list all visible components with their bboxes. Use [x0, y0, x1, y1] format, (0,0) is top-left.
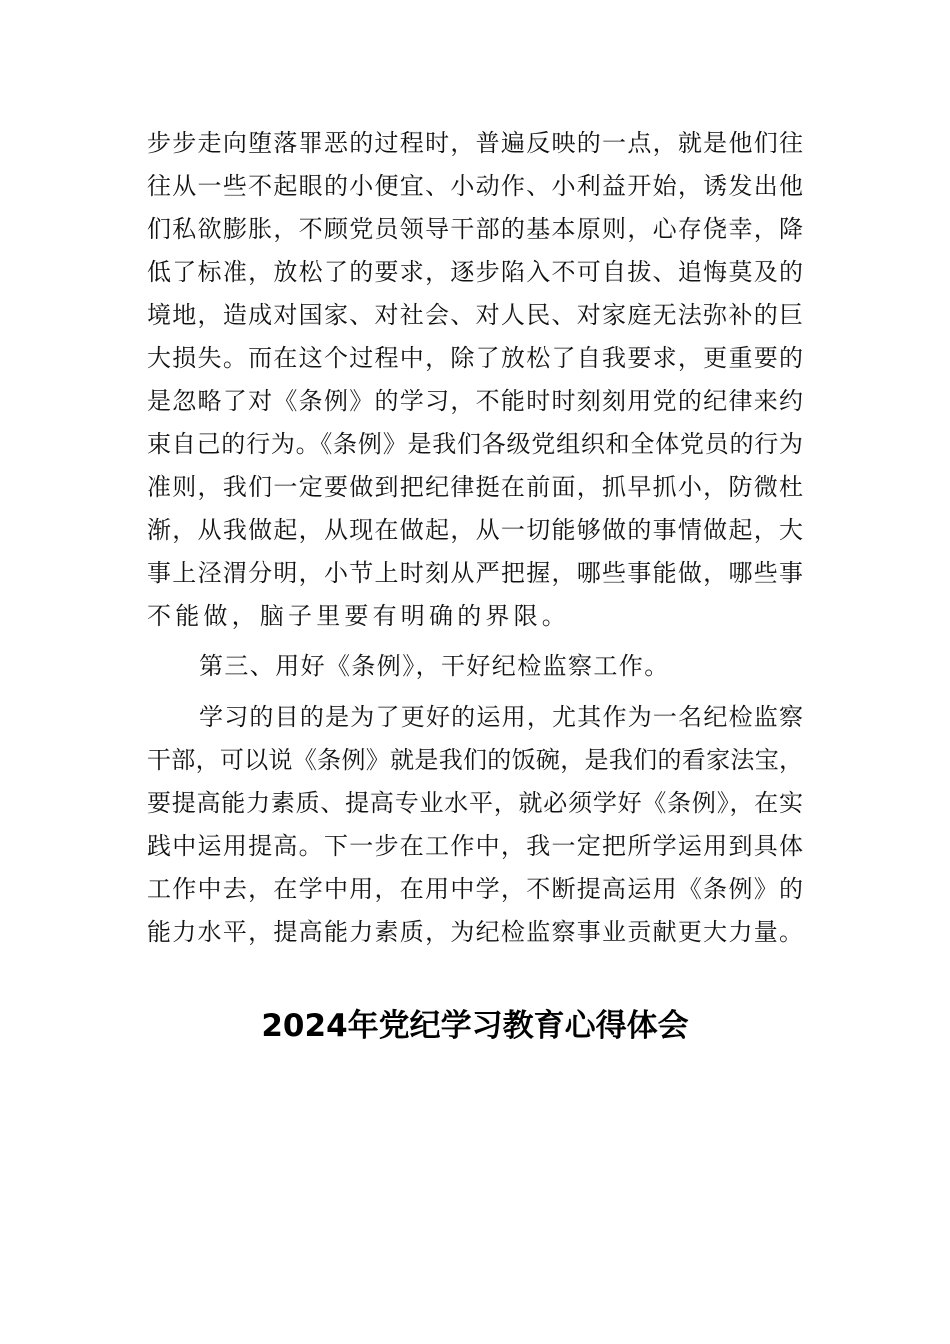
- text-line: 事上泾渭分明，小节上时刻从严把握，哪些事能做，哪些事: [147, 559, 803, 587]
- text-line: 境地，造成对国家、对社会、对人民、对家庭无法弥补的巨: [147, 301, 803, 329]
- text-line: 践中运用提高。下一步在工作中，我一定把所学运用到具体: [147, 832, 803, 860]
- text-line: 是忽略了对《条例》的学习，不能时时刻刻用党的纪律来约: [147, 387, 803, 415]
- text-line: 往从一些不起眼的小便宜、小动作、小利益开始，诱发出他: [147, 172, 803, 200]
- text-line: 工作中去，在学中用，在用中学，不断提高运用《条例》的: [147, 875, 803, 903]
- text-line: 低了标准，放松了的要求，逐步陷入不可自拔、追悔莫及的: [147, 258, 803, 286]
- text-line: 准则，我们一定要做到把纪律挺在前面，抓早抓小，防微杜: [147, 473, 803, 501]
- text-line: 第三、用好《条例》，干好纪检监察工作。: [199, 652, 670, 680]
- text-line: 渐，从我做起，从现在做起，从一切能够做的事情做起，大: [147, 516, 803, 544]
- text-line: 能力水平，提高能力素质，为纪检监察事业贡献更大力量。: [147, 918, 803, 946]
- text-line: 要提高能力素质、提高专业水平，就必须学好《条例》，在实: [147, 789, 803, 817]
- text-line: 们私欲膨胀，不顾党员领导干部的基本原则，心存侥幸，降: [147, 215, 803, 243]
- text-line: 不能做，脑子里要有明确的界限。: [147, 602, 570, 630]
- document-title: 2024年党纪学习教育心得体会: [261, 1008, 689, 1044]
- text-line: 学习的目的是为了更好的运用，尤其作为一名纪检监察: [199, 703, 803, 731]
- text-line: 束自己的行为。《条例》是我们各级党组织和全体党员的行为: [147, 430, 803, 458]
- text-line: 步步走向堕落罪恶的过程时，普遍反映的一点，就是他们往: [147, 129, 803, 157]
- text-line: 干部，可以说《条例》就是我们的饭碗，是我们的看家法宝，: [147, 746, 803, 774]
- text-line: 大损失。而在这个过程中，除了放松了自我要求，更重要的: [147, 344, 803, 372]
